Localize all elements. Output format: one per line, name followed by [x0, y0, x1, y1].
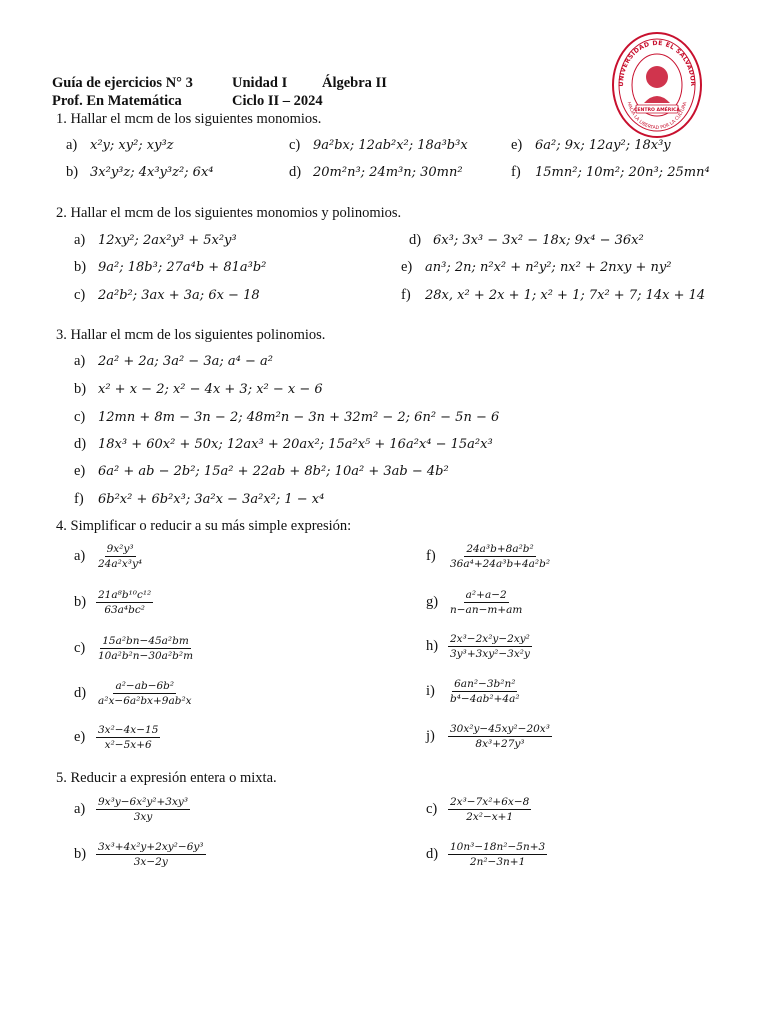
subject-label: Álgebra II: [322, 75, 387, 91]
q2-item-b: b) 9a²; 18b³; 27a⁴b + 81a³b²: [74, 259, 267, 275]
q2-item-e: e) an³; 2n; n²x² + n²y²; nx² + 2nxy + ny²: [401, 259, 672, 275]
q1-item-d: d) 20m²n³; 24m³n; 30mn²: [289, 164, 463, 180]
q3-item-d: d) 18x³ + 60x² + 50x; 12ax³ + 20ax²; 15a²x⁵ + 16a²x⁴ − 15a²x³: [74, 436, 493, 452]
q4-item-e: e) $\frac{\text{3x²−4x−15}}{\text{x²−5x+6}}$: [74, 724, 159, 751]
q3-item-a: a) 2a² + 2a; 3a² − 3a; a⁴ − a²: [74, 353, 273, 369]
q4-item-c: c) $\frac{\text{15a²bn−45a²bm}}{\text{10a²b²n−30a²b²m}}$: [74, 635, 194, 662]
university-seal-logo: [611, 31, 703, 139]
q4-item-h: h) $\frac{\text{2x³−2x²y−2xy²}}{\text{3y³+3xy²−3x²y}}$: [426, 633, 530, 660]
q1-item-e: e) 6a²; 9x; 12ay²; 18x³y: [511, 137, 671, 153]
q4-item-i: i) $\frac{\text{6an²−3b²n²}}{\text{b⁴−4ab²+4a²}}$: [426, 678, 520, 705]
q3-item-c: c) 12mn + 8m − 3n − 2; 48m²n − 3n + 32m² − 2; 6n² − 5n − 6: [74, 409, 500, 425]
q1-item-b: b) 3x²y³z; 4x³y³z²; 6x⁴: [66, 164, 214, 180]
question-3-title: 3. Hallar el mcm de los siguientes polinomios.: [56, 327, 326, 343]
q5-item-b: b) $\frac{\text{3x³+4x²y+2xy²−6y³}}{3x-2y}$: [74, 841, 204, 868]
q4-item-j: j) $\frac{\text{30x²y−45xy²−20x³}}{\text{8x³+27y³}}$: [426, 723, 550, 750]
cycle-label: Ciclo II – 2024: [232, 93, 323, 109]
question-1-title: 1. Hallar el mcm de los siguientes monomios.: [56, 111, 322, 127]
question-5-title: 5. Reducir a expresión entera o mixta.: [56, 770, 277, 786]
q4-item-g: g) $\frac{\text{a²+a−2}}{n-an-m+am}$: [426, 589, 523, 616]
svg-text:HACIA LA LIBERTAD POR LA CULTU: HACIA LA LIBERTAD POR LA CULTURA: [625, 101, 689, 132]
question-4-title: 4. Simplificar o reducir a su más simple expresión:: [56, 518, 352, 534]
q1-item-a: a) x²y; xy²; xy³z: [66, 137, 174, 153]
question-2-title: 2. Hallar el mcm de los siguientes monomios y polinomios.: [56, 205, 402, 221]
q5-item-c: c) $\frac{\text{2x³−7x²+6x−8}}{\text{2x²−x+1}}$: [426, 796, 530, 823]
q5-item-a: a) $\frac{\text{9x³y−6x²y²+3xy³}}{3xy}$: [74, 796, 189, 823]
q2-item-a: a) 12xy²; 2ax²y³ + 5x²y³: [74, 232, 237, 248]
q5-item-d: d) $\frac{\text{10n³−18n²−5n+3}}{\text{2n²−3n+1}}$: [426, 841, 546, 868]
q4-item-d: d) $\frac{\text{a²−ab−6b²}}{\text{a²x−6a²bx+9ab²x}}$: [74, 680, 192, 707]
q2-item-c: c) 2a²b²; 3ax + 3a; 6x − 18: [74, 287, 260, 303]
svg-text:CENTRO AMÉRICA: CENTRO AMÉRICA: [634, 108, 680, 113]
guide-title: Guía de ejercicios N° 3: [52, 75, 193, 91]
q1-item-f: f) 15mn²; 10m²; 20n³; 25mn⁴: [511, 164, 710, 180]
q1-item-c: c) 9a²bx; 12ab²x²; 18a³b³x: [289, 137, 468, 153]
q3-item-e: e) 6a² + ab − 2b²; 15a² + 22ab + 8b²; 10a² + 3ab − 4b²: [74, 463, 449, 479]
unit-label: Unidad I: [232, 75, 288, 91]
q2-item-d: d) 6x³; 3x³ − 3x² − 18x; 9x⁴ − 36x²: [409, 232, 644, 248]
q4-item-a: a) $\frac{\text{9x²y³}}{\text{24a²x³y⁴}}$: [74, 543, 143, 570]
svg-text:UNIVERSIDAD DE EL SALVADOR: UNIVERSIDAD DE EL SALVADOR: [617, 39, 697, 87]
q2-item-f: f) 28x, x² + 2x + 1; x² + 1; 7x² + 7; 14x + 14: [401, 287, 706, 303]
professor-label: Prof. En Matemática: [52, 93, 182, 109]
q3-item-f: f) 6b²x² + 6b²x³; 3a²x − 3a²x²; 1 − x⁴: [74, 491, 325, 507]
q3-item-b: b) x² + x − 2; x² − 4x + 3; x² − x − 6: [74, 381, 323, 397]
q4-item-f: f) $\frac{\text{24a³b+8a²b²}}{\text{36a⁴+24a³b+4a²b²}}$: [426, 543, 551, 570]
q4-item-b: b) $\frac{\text{21a⁸b¹⁰c¹²}}{\text{63a⁴bc²}}$: [74, 589, 152, 616]
